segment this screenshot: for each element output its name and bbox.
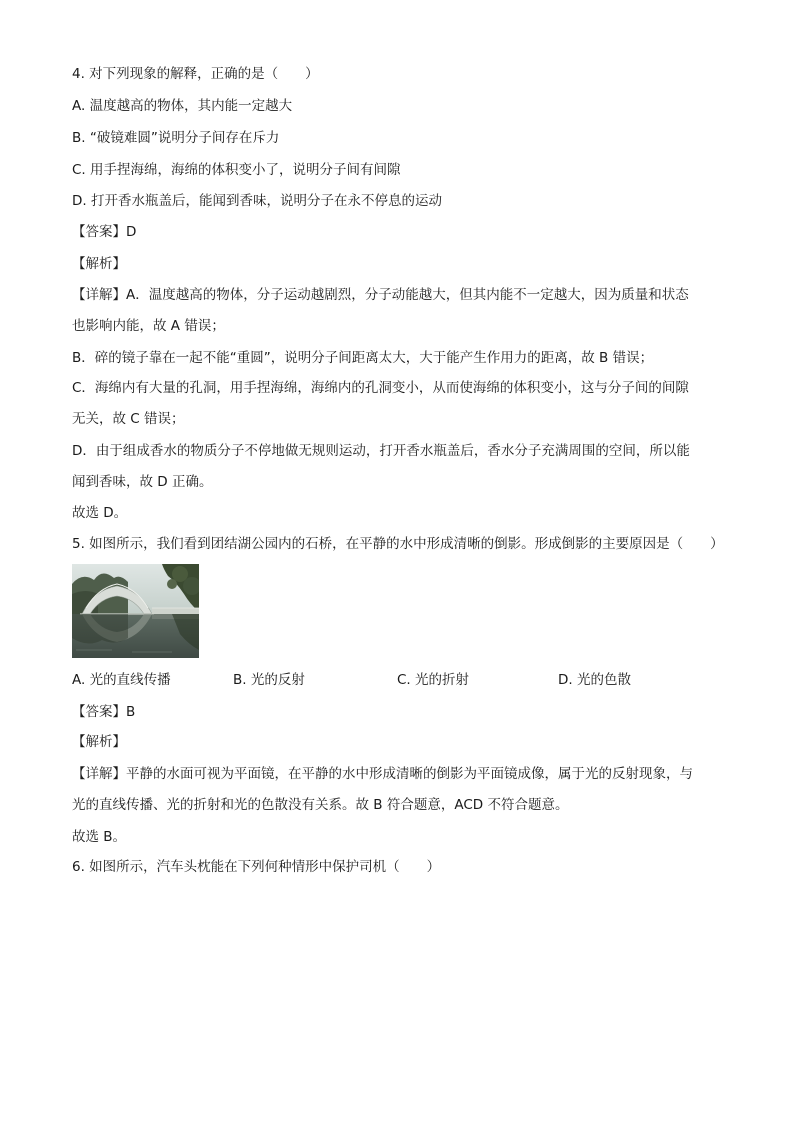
q4-detail-line-3b: 无关，故 C 错误； [72,411,185,427]
q5-option-d: D. 光的色散 [558,672,631,688]
stone-bridge-image [72,564,199,658]
q4-detail-line-2: B．碎的镜子靠在一起不能“重圆”，说明分子间距离太大，大于能产生作用力的距离，故 B 错误； [72,350,654,366]
q4-option-a: A. 温度越高的物体，其内能一定越大 [72,98,293,114]
q4-conclusion: 故选 D。 [72,505,128,521]
q5-detail-line-1: 【详解】平静的水面可视为平面镜，在平静的水中形成清晰的倒影为平面镜成像，属于光的反射现象，与 [72,766,693,782]
q4-analysis-label: 【解析】 [72,256,126,272]
q5-answer: 【答案】B [72,704,136,720]
q4-option-d: D. 打开香水瓶盖后，能闻到香味，说明分子在永不停息的运动 [72,193,442,209]
q4-detail-line-4b: 闻到香味，故 D 正确。 [72,474,213,490]
q4-detail-line-3: C．海绵内有大量的孔洞，用手捏海绵，海绵内的孔洞变小，从而使海绵的体积变小，这与分子间的间隙 [72,380,689,396]
q4-detail-line-1b: 也影响内能，故 A 错误； [72,318,225,334]
q4-option-b: B. “破镜难圆”说明分子间存在斥力 [72,130,280,146]
q4-option-c: C. 用手捏海绵，海绵的体积变小了，说明分子间有间隙 [72,162,401,178]
q5-option-c: C. 光的折射 [397,672,470,688]
q5-analysis-label: 【解析】 [72,734,126,750]
q4-answer: 【答案】D [72,224,137,240]
q5-conclusion: 故选 B。 [72,829,127,845]
q5-option-b: B. 光的反射 [233,672,305,688]
q5-stem: 5. 如图所示，我们看到团结湖公园内的石桥，在平静的水中形成清晰的倒影。形成倒影的主要原因是（ ） [72,536,724,552]
q4-detail-line-1: 【详解】A．温度越高的物体，分子运动越剧烈，分子动能越大，但其内能不一定越大，因为质量和状态 [72,287,689,303]
q4-stem: 4. 对下列现象的解释，正确的是（ ） [72,66,319,82]
q4-detail-line-4: D．由于组成香水的物质分子不停地做无规则运动，打开香水瓶盖后，香水分子充满周围的空间，所以能 [72,443,690,459]
q5-detail-line-1b: 光的直线传播、光的折射和光的色散没有关系。故 B 符合题意，ACD 不符合题意。 [72,797,569,813]
q6-stem: 6. 如图所示，汽车头枕能在下列何种情形中保护司机（ ） [72,859,441,875]
q5-option-a: A. 光的直线传播 [72,672,171,688]
stone-bridge-reflection-photo [72,564,199,658]
